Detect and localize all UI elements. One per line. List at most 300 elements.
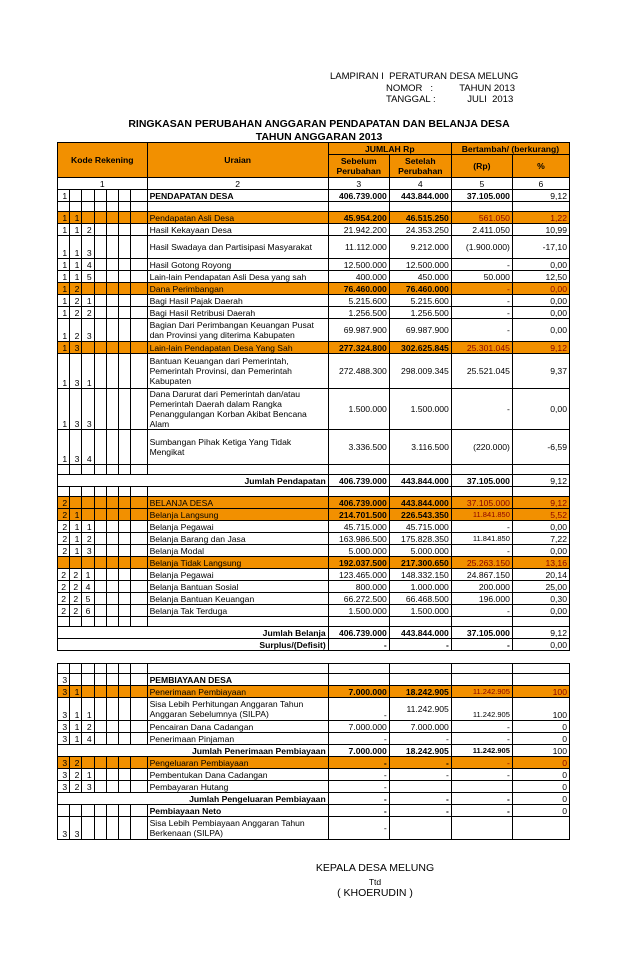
selisih-cell: - xyxy=(451,259,512,271)
selisih-cell: 25.263.150 xyxy=(451,557,512,569)
kode-empty xyxy=(131,769,147,781)
kode-empty xyxy=(94,686,106,698)
spacer-cell xyxy=(147,617,328,627)
header-sebelum: Sebelum Perubahan xyxy=(328,155,389,178)
persen-cell: 0 xyxy=(512,721,569,733)
header-rp: (Rp) xyxy=(451,155,512,178)
persen-cell: 9,12 xyxy=(512,627,569,639)
selisih-cell xyxy=(451,781,512,793)
persen-cell xyxy=(512,674,569,686)
kode-empty xyxy=(106,259,118,271)
signature-name: ( KHOERUDIN ) xyxy=(337,887,413,899)
setelah-cell: 148.332.150 xyxy=(389,569,451,581)
kode-empty xyxy=(119,698,131,721)
kode-empty xyxy=(94,569,106,581)
setelah-cell: 45.715.000 xyxy=(389,521,451,533)
selisih-cell: 37.105.000 xyxy=(451,475,512,487)
selisih-cell: - xyxy=(451,805,512,817)
kode-empty xyxy=(131,557,147,569)
header-tanggal: TANGGAL : JULI 2013 xyxy=(386,94,514,105)
kode-empty xyxy=(119,817,131,840)
kode-empty xyxy=(131,805,147,817)
kode-empty xyxy=(94,271,106,283)
persen-cell: 0,00 xyxy=(512,639,569,651)
kode-empty xyxy=(131,319,147,342)
kode-empty xyxy=(131,224,147,236)
kode-empty xyxy=(131,721,147,733)
kode-empty xyxy=(94,236,106,259)
sebelum-cell: - xyxy=(328,639,389,651)
persen-cell: 9,12 xyxy=(512,342,569,354)
uraian-cell: Pembiayaan Neto xyxy=(147,805,328,817)
sebelum-cell: 406.739.000 xyxy=(328,627,389,639)
setelah-cell: 175.828.350 xyxy=(389,533,451,545)
table-row xyxy=(58,497,570,509)
kode-2: 1 xyxy=(70,533,82,545)
col-number-2: 2 xyxy=(147,178,328,190)
spacer-cell xyxy=(147,465,328,475)
spacer-cell xyxy=(82,617,94,627)
kode-empty xyxy=(94,354,106,389)
kode-1 xyxy=(58,805,70,817)
kode-empty xyxy=(131,283,147,295)
spacer-cell xyxy=(94,202,106,212)
uraian-cell: Hasil Swadaya dan Partisipasi Masyarakat xyxy=(147,236,328,259)
spacer-cell xyxy=(119,465,131,475)
kode-2: 1 xyxy=(70,236,82,259)
kode-empty xyxy=(131,817,147,840)
kode-2: 1 xyxy=(70,521,82,533)
kode-2: 1 xyxy=(70,271,82,283)
kode-1: 3 xyxy=(58,674,70,686)
kode-3: 5 xyxy=(82,271,94,283)
row-label: Jumlah Belanja xyxy=(58,627,329,639)
selisih-cell: 24.867.150 xyxy=(451,569,512,581)
setelah-cell: 302.625.845 xyxy=(389,342,451,354)
kode-empty xyxy=(106,497,118,509)
sebelum-cell: 1.500.000 xyxy=(328,605,389,617)
uraian-cell: Pembayaran Hutang xyxy=(147,781,328,793)
kode-empty xyxy=(94,545,106,557)
kode-empty xyxy=(119,497,131,509)
spacer-cell xyxy=(82,465,94,475)
setelah-cell: 46.515.250 xyxy=(389,212,451,224)
persen-cell: 7,22 xyxy=(512,533,569,545)
kode-empty xyxy=(106,236,118,259)
kode-empty xyxy=(119,259,131,271)
selisih-cell xyxy=(451,817,512,840)
kode-2: 2 xyxy=(70,781,82,793)
uraian-cell: Belanja Pegawai xyxy=(147,569,328,581)
spacer-cell xyxy=(106,664,118,674)
selisih-cell: 50.000 xyxy=(451,271,512,283)
table-row xyxy=(58,674,570,686)
kode-empty xyxy=(131,605,147,617)
kode-empty xyxy=(106,319,118,342)
kode-2: 2 xyxy=(70,283,82,295)
kode-empty xyxy=(94,212,106,224)
spacer-cell xyxy=(147,202,328,212)
kode-empty xyxy=(119,769,131,781)
header-bertambah: Bertambah/ (berkurang) xyxy=(451,143,569,155)
table-row xyxy=(58,545,570,557)
budget-table xyxy=(57,142,570,840)
kode-1: 3 xyxy=(58,733,70,745)
kode-3: 4 xyxy=(82,259,94,271)
setelah-cell: 443.844.000 xyxy=(389,190,451,202)
kode-3: 3 xyxy=(82,389,94,430)
selisih-cell: (1.900.000) xyxy=(451,236,512,259)
kode-empty xyxy=(106,509,118,521)
kode-1: 1 xyxy=(58,259,70,271)
persen-cell: 100 xyxy=(512,745,569,757)
kode-empty xyxy=(131,733,147,745)
table-row xyxy=(58,745,570,757)
kode-2: 3 xyxy=(70,430,82,465)
kode-empty xyxy=(119,224,131,236)
kode-1: 2 xyxy=(58,581,70,593)
persen-cell: 0 xyxy=(512,757,569,769)
spacer-cell xyxy=(328,664,389,674)
kode-empty xyxy=(119,569,131,581)
table-row xyxy=(58,533,570,545)
table-row xyxy=(58,639,570,651)
persen-cell: 1,22 xyxy=(512,212,569,224)
spacer-cell xyxy=(94,617,106,627)
kode-empty xyxy=(131,593,147,605)
row-label: Jumlah Pengeluaran Pembiayaan xyxy=(58,793,329,805)
uraian-cell: Belanja Modal xyxy=(147,545,328,557)
kode-1: 2 xyxy=(58,545,70,557)
spacer-row xyxy=(58,202,570,212)
spacer-cell xyxy=(389,202,451,212)
kode-empty xyxy=(106,295,118,307)
setelah-cell: 1.256.500 xyxy=(389,307,451,319)
kode-empty xyxy=(94,430,106,465)
kode-3: 3 xyxy=(82,781,94,793)
kode-2: 1 xyxy=(70,721,82,733)
col-number-1: 1 xyxy=(58,178,148,190)
setelah-cell: 443.844.000 xyxy=(389,475,451,487)
selisih-cell: - xyxy=(451,721,512,733)
persen-cell: 0 xyxy=(512,805,569,817)
setelah-cell: 76.460.000 xyxy=(389,283,451,295)
sebelum-cell: - xyxy=(328,698,389,721)
kode-3 xyxy=(82,190,94,202)
table-row xyxy=(58,605,570,617)
document-title: RINGKASAN PERUBAHAN ANGGARAN PENDAPATAN DAN BELANJA DESA xyxy=(128,118,510,130)
table-row xyxy=(58,521,570,533)
sebelum-cell: - xyxy=(328,817,389,840)
sebelum-cell: 1.500.000 xyxy=(328,389,389,430)
selisih-cell: 11.242.905 xyxy=(451,698,512,721)
kode-empty xyxy=(94,817,106,840)
selisih-cell: - xyxy=(451,295,512,307)
kode-1: 2 xyxy=(58,497,70,509)
kode-empty xyxy=(119,271,131,283)
table-row xyxy=(58,686,570,698)
kode-empty xyxy=(131,757,147,769)
spacer-cell xyxy=(94,487,106,497)
spacer-cell xyxy=(119,617,131,627)
uraian-cell: Pembentukan Dana Cadangan xyxy=(147,769,328,781)
kode-empty xyxy=(119,805,131,817)
uraian-cell: Sumbangan Pihak Ketiga Yang Tidak Mengikat xyxy=(147,430,328,465)
persen-cell: 10,99 xyxy=(512,224,569,236)
kode-empty xyxy=(106,190,118,202)
kode-empty xyxy=(106,781,118,793)
persen-cell: 0,00 xyxy=(512,389,569,430)
setelah-cell: 24.353.250 xyxy=(389,224,451,236)
uraian-cell: Belanja Bantuan Keuangan xyxy=(147,593,328,605)
spacer-cell xyxy=(328,202,389,212)
section-gap xyxy=(58,651,570,664)
kode-empty xyxy=(106,674,118,686)
kode-2: 2 xyxy=(70,605,82,617)
sebelum-cell: - xyxy=(328,769,389,781)
setelah-cell: 1.500.000 xyxy=(389,605,451,617)
selisih-cell: - xyxy=(451,605,512,617)
spacer-cell xyxy=(328,487,389,497)
setelah-cell: 3.116.500 xyxy=(389,430,451,465)
spacer-cell xyxy=(451,465,512,475)
header-lampiran: LAMPIRAN I PERATURAN DESA MELUNG xyxy=(330,71,519,82)
kode-1: 1 xyxy=(58,236,70,259)
kode-3: 4 xyxy=(82,581,94,593)
kode-1: 3 xyxy=(58,698,70,721)
spacer-cell xyxy=(70,202,82,212)
kode-1: 1 xyxy=(58,190,70,202)
kode-3 xyxy=(82,509,94,521)
spacer-cell xyxy=(328,465,389,475)
spacer-cell xyxy=(451,617,512,627)
spacer-cell xyxy=(389,465,451,475)
selisih-cell: 25.521.045 xyxy=(451,354,512,389)
sebelum-cell: - xyxy=(328,733,389,745)
spacer-cell xyxy=(106,465,118,475)
gap-cell xyxy=(58,651,570,664)
sebelum-cell: 123.465.000 xyxy=(328,569,389,581)
kode-3: 3 xyxy=(82,236,94,259)
setelah-cell: 298.009.345 xyxy=(389,354,451,389)
kode-empty xyxy=(94,190,106,202)
kode-2: 2 xyxy=(70,295,82,307)
selisih-cell xyxy=(451,674,512,686)
kode-1: 1 xyxy=(58,283,70,295)
spacer-cell xyxy=(131,465,147,475)
uraian-cell: Hasil Gotong Royong xyxy=(147,259,328,271)
uraian-cell: Sisa Lebih Pembiayaan Anggaran Tahun Berkenaan (SILPA) xyxy=(147,817,328,840)
persen-cell: 25,00 xyxy=(512,581,569,593)
kode-2: 1 xyxy=(70,224,82,236)
setelah-cell: - xyxy=(389,733,451,745)
kode-empty xyxy=(106,224,118,236)
spacer-row xyxy=(58,487,570,497)
kode-1: 1 xyxy=(58,295,70,307)
table-row xyxy=(58,295,570,307)
kode-empty xyxy=(106,757,118,769)
spacer-cell xyxy=(512,617,569,627)
kode-empty xyxy=(119,236,131,259)
kode-3 xyxy=(82,283,94,295)
kode-3 xyxy=(82,497,94,509)
kode-2: 3 xyxy=(70,354,82,389)
kode-2: 2 xyxy=(70,569,82,581)
kode-empty xyxy=(131,497,147,509)
persen-cell: 9,12 xyxy=(512,190,569,202)
table-row xyxy=(58,342,570,354)
kode-empty xyxy=(106,521,118,533)
persen-cell: 0 xyxy=(512,769,569,781)
document-subtitle: TAHUN ANGGARAN 2013 xyxy=(255,131,383,143)
row-label: Surplus/(Defisit) xyxy=(58,639,329,651)
col-number-3: 3 xyxy=(328,178,389,190)
kode-empty xyxy=(106,545,118,557)
kode-empty xyxy=(94,509,106,521)
table-row xyxy=(58,793,570,805)
kode-empty xyxy=(94,581,106,593)
kode-empty xyxy=(106,271,118,283)
kode-empty xyxy=(119,509,131,521)
kode-empty xyxy=(106,283,118,295)
sebelum-cell: 45.954.200 xyxy=(328,212,389,224)
sebelum-cell: - xyxy=(328,793,389,805)
setelah-cell: 12.500.000 xyxy=(389,259,451,271)
uraian-cell: Dana Perimbangan xyxy=(147,283,328,295)
signature-title: KEPALA DESA MELUNG xyxy=(315,862,435,874)
kode-2 xyxy=(70,497,82,509)
spacer-row xyxy=(58,617,570,627)
kode-2: 1 xyxy=(70,733,82,745)
spacer-cell xyxy=(58,465,70,475)
table-row xyxy=(58,733,570,745)
kode-empty xyxy=(106,817,118,840)
spacer-cell xyxy=(512,664,569,674)
setelah-cell: 1.500.000 xyxy=(389,389,451,430)
persen-cell: 0 xyxy=(512,781,569,793)
kode-empty xyxy=(131,307,147,319)
kode-2: 3 xyxy=(70,342,82,354)
kode-3: 2 xyxy=(82,307,94,319)
kode-empty xyxy=(94,521,106,533)
sebelum-cell xyxy=(328,674,389,686)
selisih-cell: - xyxy=(451,389,512,430)
kode-1: 2 xyxy=(58,569,70,581)
persen-cell xyxy=(512,817,569,840)
spacer-cell xyxy=(131,617,147,627)
persen-cell: -17,10 xyxy=(512,236,569,259)
spacer-cell xyxy=(119,202,131,212)
uraian-cell: Pencairan Dana Cadangan xyxy=(147,721,328,733)
uraian-cell: Penerimaan Pembiayaan xyxy=(147,686,328,698)
kode-empty xyxy=(94,259,106,271)
kode-empty xyxy=(106,605,118,617)
persen-cell: 12,50 xyxy=(512,271,569,283)
kode-1: 2 xyxy=(58,521,70,533)
kode-3 xyxy=(82,817,94,840)
kode-1: 3 xyxy=(58,817,70,840)
uraian-cell: Pengeluaran Pembiayaan xyxy=(147,757,328,769)
uraian-cell: Belanja Barang dan Jasa xyxy=(147,533,328,545)
setelah-cell: - xyxy=(389,793,451,805)
table-row xyxy=(58,781,570,793)
selisih-cell: - xyxy=(451,545,512,557)
sebelum-cell: 192.037.500 xyxy=(328,557,389,569)
kode-2: 1 xyxy=(70,212,82,224)
persen-cell: 0 xyxy=(512,733,569,745)
persen-cell: 100 xyxy=(512,686,569,698)
sebelum-cell: 400.000 xyxy=(328,271,389,283)
kode-2: 1 xyxy=(70,545,82,557)
persen-cell: 0,00 xyxy=(512,545,569,557)
spacer-cell xyxy=(94,664,106,674)
kode-1: 2 xyxy=(58,593,70,605)
kode-empty xyxy=(94,533,106,545)
sebelum-cell: - xyxy=(328,757,389,769)
kode-empty xyxy=(131,581,147,593)
header-kode-rekening: Kode Rekening xyxy=(58,143,148,178)
spacer-cell xyxy=(512,487,569,497)
kode-empty xyxy=(131,521,147,533)
uraian-cell: Belanja Tidak Langsung xyxy=(147,557,328,569)
spacer-cell xyxy=(82,202,94,212)
spacer-cell xyxy=(131,487,147,497)
header-uraian: Uraian xyxy=(147,143,328,178)
table-row xyxy=(58,271,570,283)
col-number-5: 5 xyxy=(451,178,512,190)
kode-1: 1 xyxy=(58,342,70,354)
selisih-cell: 25.301.045 xyxy=(451,342,512,354)
selisih-cell: - xyxy=(451,521,512,533)
kode-empty xyxy=(106,581,118,593)
persen-cell: 0,00 xyxy=(512,605,569,617)
selisih-cell: 37.105.000 xyxy=(451,627,512,639)
kode-3 xyxy=(82,557,94,569)
setelah-cell: - xyxy=(389,757,451,769)
kode-empty xyxy=(106,307,118,319)
kode-empty xyxy=(94,757,106,769)
kode-1: 3 xyxy=(58,721,70,733)
sebelum-cell: 277.324.800 xyxy=(328,342,389,354)
kode-empty xyxy=(119,686,131,698)
kode-2 xyxy=(70,674,82,686)
kode-empty xyxy=(131,533,147,545)
spacer-cell xyxy=(58,202,70,212)
sebelum-cell: 66.272.500 xyxy=(328,593,389,605)
kode-empty xyxy=(94,605,106,617)
selisih-cell: 2.411.050 xyxy=(451,224,512,236)
selisih-cell: - xyxy=(451,639,512,651)
kode-empty xyxy=(94,733,106,745)
uraian-cell: Penerimaan Pinjaman xyxy=(147,733,328,745)
kode-empty xyxy=(131,354,147,389)
setelah-cell: 1.000.000 xyxy=(389,581,451,593)
kode-empty xyxy=(94,593,106,605)
kode-empty xyxy=(106,721,118,733)
persen-cell: 0 xyxy=(512,793,569,805)
spacer-cell xyxy=(82,664,94,674)
table-row xyxy=(58,307,570,319)
kode-3: 1 xyxy=(82,354,94,389)
selisih-cell: 37.105.000 xyxy=(451,497,512,509)
spacer-cell xyxy=(389,487,451,497)
uraian-cell: Belanja Pegawai xyxy=(147,521,328,533)
kode-3: 4 xyxy=(82,733,94,745)
kode-empty xyxy=(94,557,106,569)
table-row xyxy=(58,557,570,569)
uraian-cell: Bagi Hasil Retribusi Daerah xyxy=(147,307,328,319)
sebelum-cell: 1.256.500 xyxy=(328,307,389,319)
